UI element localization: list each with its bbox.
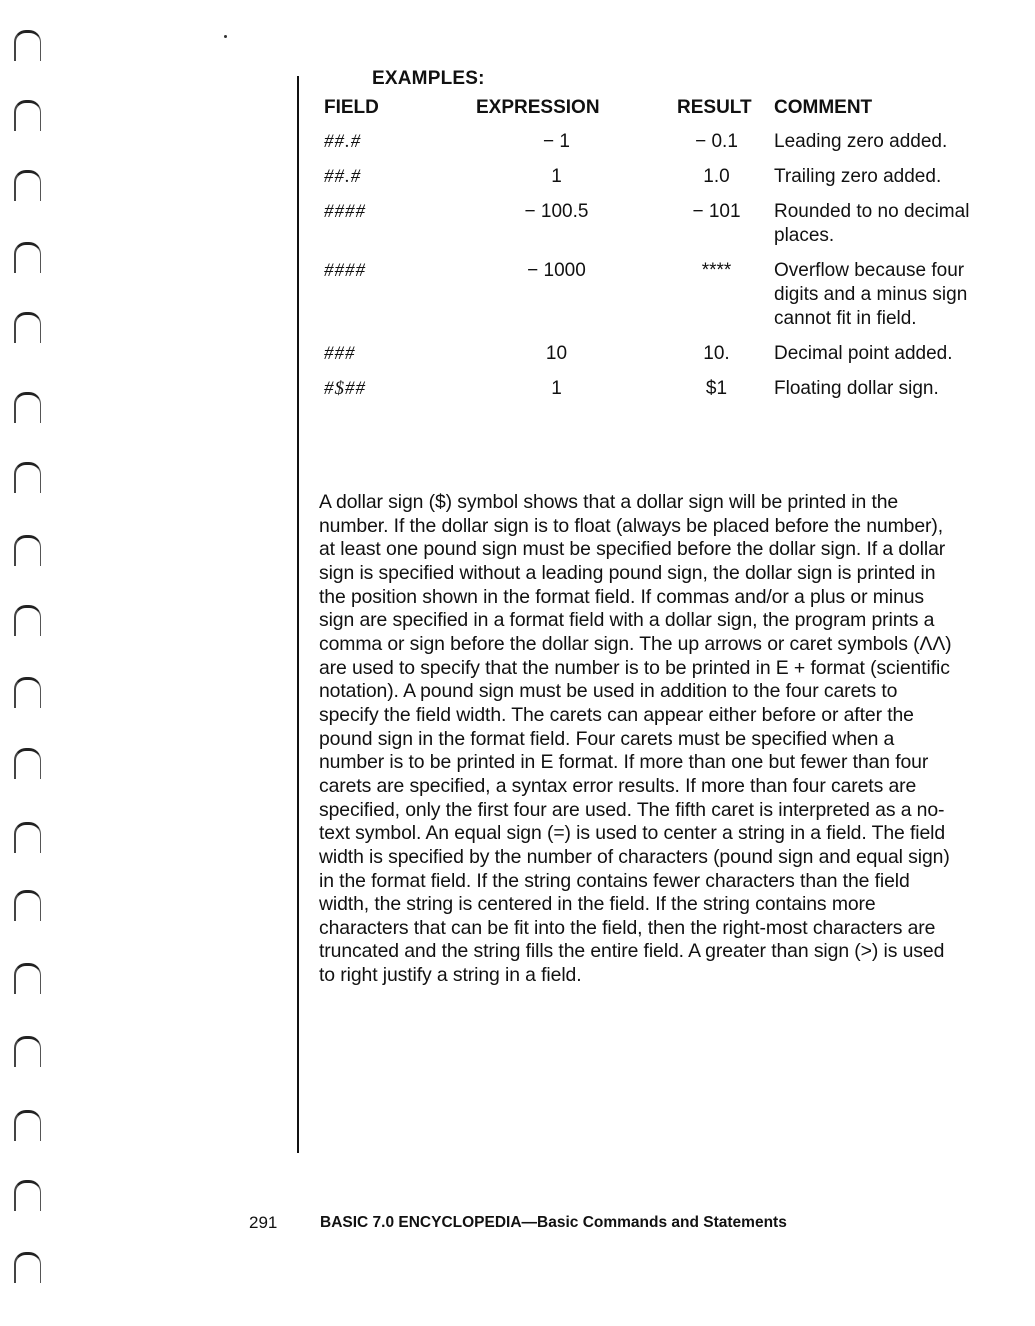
binding-ring-icon [14,312,41,343]
table-row [324,371,994,406]
binding-ring-icon [14,170,41,201]
cell-expression: − 1 [543,131,570,152]
cell-expression: 1 [551,378,562,399]
running-footer: BASIC 7.0 ENCYCLOPEDIA—Basic Commands and Statements [320,1214,787,1231]
change-bar [297,76,299,1153]
header-result: RESULT [677,97,752,118]
cell-field: ##.# [324,166,362,187]
binding-ring-icon [14,822,41,853]
cell-comment: Trailing zero added. [774,166,942,187]
cell-field: #### [324,201,366,222]
header-expression: EXPRESSION [476,97,600,118]
binding-ring-icon [14,535,41,566]
cell-comment: Rounded to no decimal places. [774,201,970,246]
cell-expression: 1 [551,166,562,187]
body-paragraph: A dollar sign ($) symbol shows that a dollar sign will be printed in the number. If the dollar sign is to float (always be placed before the number), at least one pound sign must be specified before the dollar sign. If a dollar sign is specified without a leading pound sign, the dollar sign is printed in the position shown in the format field. If commas and/or a plus or minus sign are specified in a format field with a dollar sign, the program prints a comma or sign before the dollar sign. The up arrows or caret symbols (ΛΛ) are used to specify that the number is to be printed in E + format (scientific notation). A pound sign must be used in addition to the four carets to specify the field width. The carets can appear either before or after the pound sign in the format field. Four carets must be specified when a number is to be printed in E format. If more than one but fewer than four carets are specified, a syntax error results. If more than four carets are specified, only the first four are used. The fifth caret is interpreted as a no-text symbol. An equal sign (=) is used to center a string in a field. The field width is specified by the number of characters (pound sign and equal sign) in the format field. If the string contains fewer characters than the field width, the string is centered in the field. If the string contains more characters that can be fit into the field, then the right-most characters are truncated and the string fills the entire field. A greater than sign (>) is used to right justify a string in a field. [319,491,952,987]
binding-ring-icon [14,242,41,273]
binding-ring-icon [14,100,41,131]
binding-ring-icon [14,1180,41,1211]
table-header-row [324,92,994,124]
speck [224,35,227,38]
cell-field: #### [324,260,366,281]
cell-result: 1.0 [703,166,730,187]
binding-ring-icon [14,1252,41,1283]
cell-comment: Overflow because four digits and a minus sign cannot fit in field. [774,260,968,329]
cell-expression: − 1000 [527,260,586,281]
binding-ring-icon [14,748,41,779]
cell-result: **** [701,260,732,281]
examples-table [324,92,994,406]
table-row [324,336,994,371]
cell-expression: − 100.5 [524,201,589,222]
binding-ring-icon [14,392,41,423]
cell-field: ### [324,343,356,364]
table-row [324,253,994,336]
cell-comment: Decimal point added. [774,343,953,364]
cell-field: #$## [324,378,366,399]
cell-field: ##.# [324,131,362,152]
cell-result: − 0.1 [695,131,738,152]
binding-ring-icon [14,963,41,994]
binding-ring-icon [14,1110,41,1141]
header-field: FIELD [324,97,379,118]
page-number: 291 [249,1213,278,1232]
spiral-binding [10,0,54,1326]
binding-ring-icon [14,30,41,61]
cell-result: − 101 [692,201,741,222]
table-row [324,159,994,194]
binding-ring-icon [14,1036,41,1067]
examples-label: EXAMPLES: [372,68,485,89]
cell-comment: Leading zero added. [774,131,948,152]
binding-ring-icon [14,677,41,708]
binding-ring-icon [14,605,41,636]
cell-result: $1 [705,378,728,399]
table-row [324,194,994,253]
cell-expression: 10 [545,343,568,364]
table-row [324,124,994,159]
binding-ring-icon [14,890,41,921]
cell-result: 10. [703,343,730,364]
binding-ring-icon [14,462,41,493]
cell-comment: Floating dollar sign. [774,378,939,399]
header-comment: COMMENT [774,97,873,118]
